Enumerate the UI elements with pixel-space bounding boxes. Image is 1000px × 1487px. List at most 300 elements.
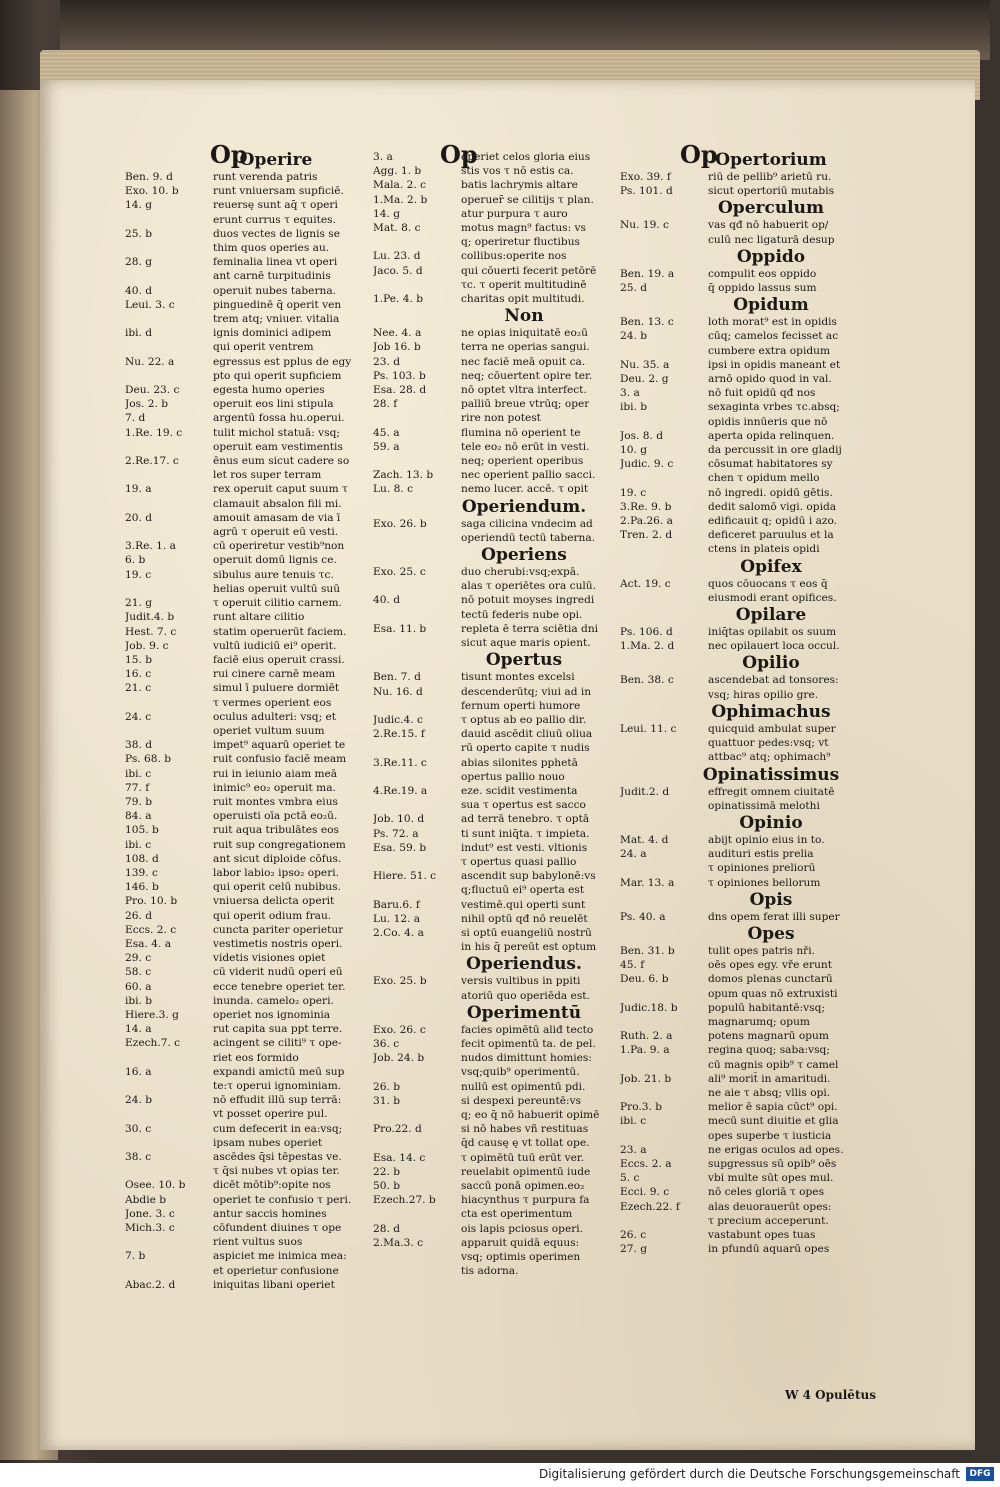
document-page [40,80,975,1450]
concordance-entry [620,400,882,414]
entry-text: impet⁹ aquarū operiet te [213,739,346,752]
entry-text: pinguedinē q̄ operit ven [213,298,342,311]
entry-text: sua τ opertus est sacco [461,799,586,812]
entry-text: τc. τ operit multitudinē [461,278,587,291]
entry-reference: 1.Ma. 2. d [620,640,675,653]
entry-text: riet eos formido [213,1051,299,1064]
concordance-entry [373,411,635,425]
entry-reference [125,696,213,710]
entry-text: et operietur confusione [213,1264,339,1277]
concordance-entry [125,1036,387,1050]
entry-text: nō celes gloriā τ opes [708,1186,825,1199]
headword: Opertorium [715,150,827,170]
concordance-entry [125,326,387,340]
entry-reference: Ruth. 2. a [620,1030,673,1043]
entry-reference: Ezech.7. c [125,1037,181,1050]
concordance-entry [373,593,635,607]
entry-reference: Exo. 26. c [373,1023,426,1036]
concordance-entry [125,752,387,766]
concordance-entry [373,579,635,593]
entry-text: operuit eos lini stipula [213,398,334,411]
concordance-entry [620,358,882,372]
entry-reference: Hest. 7. c [125,625,177,638]
entry-reference: Ps. 106. d [620,626,673,639]
concordance-entry [373,1179,635,1193]
entry-text: vt posset operire pul. [213,1108,328,1121]
entry-reference: 19. c [620,486,647,499]
entry-text: ruit sup congregationem [213,838,346,851]
concordance-entry [620,514,882,528]
entry-reference: Job. 21. b [620,1072,672,1085]
concordance-entry [373,278,635,292]
entry-reference: Exo. 25. b [373,975,427,988]
concordance-entry [125,653,387,667]
entry-reference: 24. a [620,848,647,861]
entry-text: fecit opimentū ta. de pel. [461,1037,596,1050]
entry-reference: ibi. b [125,994,153,1007]
concordance-entry [125,411,387,425]
concordance-entry [373,1080,635,1094]
entry-text: arnō opido quod in val. [708,373,832,386]
concordance-entry [125,213,387,227]
concordance-entry [620,415,882,429]
entry-text: ruit confusio faciē meam [213,753,347,766]
entry-reference: 28. f [373,398,398,411]
entry-reference: 14. g [125,199,152,212]
concordance-entry [373,699,635,713]
entry-reference [125,468,213,482]
entry-reference: 3.Re.11. c [373,756,427,769]
concordance-entry [125,738,387,752]
entry-reference: Ben. 19. a [620,267,675,280]
column-right [620,150,882,1256]
concordance-entry [125,1122,387,1136]
entry-reference: Nu. 35. a [620,358,670,371]
entry-reference: 31. b [373,1094,400,1107]
entry-reference [125,340,213,354]
entry-text: oculus adulteri: vsq; et [213,710,337,723]
entry-reference: 36. c [373,1037,400,1050]
entry-reference: Exo. 25. c [373,566,426,579]
concordance-entry [125,667,387,681]
concordance-entry [620,958,882,972]
entry-reference: 14. a [125,1023,152,1036]
entry-reference: 2.Re.17. c [125,455,179,468]
concordance-entry [125,468,387,482]
concordance-entry [373,565,635,579]
entry-text: vbi multe sūt opes mul. [708,1172,834,1185]
entry-reference [373,1065,461,1079]
entry-text: argentū fossa hu.operui. [213,412,345,425]
entry-text: ruit montes vmbra eius [213,795,338,808]
concordance-entry [125,625,387,639]
entry-reference: 4.Re.19. a [373,784,428,797]
entry-reference [125,582,213,596]
concordance-entry [620,372,882,386]
entry-reference: Ben. 7. d [373,671,421,684]
entry-reference: 2.Co. 4. a [373,926,424,939]
concordance-entry [620,443,882,457]
entry-text: inimic⁹ eo₂ operuit ma. [213,781,336,794]
entry-text: tisunt montes excelsi [461,671,575,684]
headword: Operiendum. [461,496,587,517]
entry-text: flumina nō operient te [461,426,581,439]
concordance-entry [125,880,387,894]
concordance-entry [620,577,882,591]
entry-reference: 26. b [373,1080,400,1093]
headword: Opertus [485,650,563,671]
entry-text: iniq̄tas opilabit os suum [708,626,837,639]
entry-text: hiacynthus τ purpura fa [461,1194,590,1207]
concordance-entry [373,1250,635,1264]
concordance-entry [373,940,635,954]
entry-reference [373,989,461,1003]
entry-reference: 58. c [125,966,152,979]
concordance-entry [125,582,387,596]
entry-reference: 21. c [125,682,152,695]
entry-reference: 19. c [125,568,152,581]
concordance-entry [620,1143,882,1157]
entry-text: attbac⁹ atq; ophimach⁹ [708,751,831,764]
concordance-entry [620,1029,882,1043]
concordance-entry [125,866,387,880]
entry-text: qui operit ventrem [213,341,314,354]
entry-reference: Abdie b [125,1193,167,1206]
entry-text: fernum operti humore [461,699,581,712]
concordance-entry [620,457,882,471]
entry-reference: Ps. 103. b [373,369,426,382]
entry-reference [620,542,708,556]
entry-text: neq; cōuertent opire ter. [461,369,593,382]
signature-mark: W 4 Opulētus [785,1388,876,1402]
entry-text: rire non potest [461,412,541,425]
concordance-entry [125,1065,387,1079]
entry-reference: Jone. 3. c [125,1207,175,1220]
entry-text: nō potuit moyses ingredi [461,594,595,607]
entry-text: vsq;quib⁹ operimentū. [461,1066,580,1079]
concordance-entry [620,910,882,924]
entry-reference: 21. g [125,597,152,610]
entry-text: rui in ieiunio aiam meā [213,767,338,780]
concordance-entry [373,221,635,235]
entry-text: τ opiniones preliorū [708,862,816,875]
concordance-entry [373,1051,635,1065]
entry-reference: Ps. 40. a [620,910,666,923]
concordance-entry [373,670,635,684]
concordance-entry [373,812,635,826]
entry-reference: Jaco. 5. d [373,264,423,277]
concordance-entry [373,841,635,855]
entry-text: trem atq; vniuer. vitalia [213,313,340,326]
concordance-entry [125,838,387,852]
entry-text: τ q̄si nubes vt opias ter. [213,1165,340,1178]
concordance-entry [125,525,387,539]
concordance-entry [373,397,635,411]
headword: Opinatissimus [702,764,840,785]
concordance-entry [620,1086,882,1100]
concordance-entry [125,1107,387,1121]
entry-text: τ opertus quasi pallio [461,855,577,868]
concordance-entry [125,994,387,1008]
entry-reference [373,1136,461,1150]
entry-reference: 28. g [125,256,152,269]
entry-reference: 2.Re.15. f [373,728,425,741]
entry-text: ascēdes q̄si tēpestas ve. [213,1151,342,1164]
concordance-entry [620,876,882,890]
entry-text: ne aie τ absq; vllis opi. [708,1086,831,1099]
entry-text: opum quas nō extruxisti [708,987,838,1000]
entry-reference: Deu. 2. g [620,373,669,386]
concordance-entry [620,1200,882,1214]
footer-bar [0,1463,1000,1487]
entry-reference: Esa. 11. b [373,622,427,635]
concordance-entry [620,233,882,247]
concordance-entry [373,770,635,784]
concordance-entry [125,1051,387,1065]
concordance-entry [125,269,387,283]
entry-reference: Judic.18. b [620,1001,678,1014]
entry-reference: 23. d [373,355,400,368]
entry-text: let ros super terram [213,469,322,482]
concordance-entry [125,369,387,383]
entry-text: saccū ponā opimen.eo₂ [461,1180,585,1192]
entry-reference: 30. c [125,1122,152,1135]
entry-reference [125,1264,213,1278]
concordance-entry [620,315,882,329]
entry-reference: Ps. 72. a [373,827,419,840]
entry-text: versis vultibus in ppiti [461,975,581,988]
entry-text: τ optus ab eo pallio dir. [461,713,587,726]
concordance-entry [125,482,387,496]
concordance-entry [373,326,635,340]
entry-reference: 26. c [620,1228,647,1241]
entry-text: neq; operient operibus [461,455,584,468]
entry-text: q;fluctuū ei⁹ operta est [461,884,585,897]
concordance-entry [620,722,882,736]
entry-reference: 50. b [373,1180,400,1192]
entry-text: q̄ oppido lassus sum [708,282,817,295]
entry-reference [125,1164,213,1178]
concordance-entry [620,281,882,295]
entry-text: operuit eam vestimentis [213,440,343,453]
entry-reference: Hiere. 51. c [373,870,437,883]
entry-text: operuer̄ se cilitijs τ plan. [461,193,594,206]
concordance-entry [620,1001,882,1015]
entry-text: cōsumat habitatores sy [708,458,833,471]
entry-text: indut⁹ est vesti. vltionis [461,841,588,854]
entry-reference: Agg. 1. b [373,165,422,178]
entry-text: qui cōuerti fecerit petōrē [461,264,597,277]
concordance-entry [620,861,882,875]
entry-text: abijt opinio eius in to. [708,833,825,846]
entry-text: nō optet vltra interfect. [461,384,587,397]
concordance-entry [125,696,387,710]
entry-text: dns opem ferat illi super [708,910,840,923]
concordance-entry [125,227,387,241]
entry-reference: Ben. 13. c [620,316,674,329]
concordance-entry [373,926,635,940]
entry-reference [373,1207,461,1221]
concordance-entry [373,784,635,798]
entry-reference: 3.Re. 1. a [125,540,176,553]
entry-text: vsq; optimis operimen [461,1251,581,1264]
concordance-entry [620,1015,882,1029]
entry-reference [620,233,708,247]
entry-text: feminalia linea vt operi [213,256,338,269]
entry-text: vniuersa delicta operit [213,895,335,908]
entry-text: vestimetis nostris operi. [213,937,343,950]
entry-text: nec opilauert loca occul. [708,640,840,653]
entry-text: atur purpura τ auro [461,207,568,220]
headword: Operiendus. [466,954,582,975]
entry-reference: 2.Ma.3. c [373,1236,424,1249]
concordance-entry [620,750,882,764]
concordance-entry [620,1129,882,1143]
entry-text: antur saccis homines [213,1207,327,1220]
entry-reference: 29. c [125,952,152,965]
entry-reference: Jos. 8. d [620,429,664,442]
entry-reference: ibi. c [125,838,152,851]
entry-text: ecce tenebre operiet ter. [213,980,346,993]
entry-text: duo cherubi:vsq;expā. [461,566,580,579]
entry-text: τ opimētū tuū erūt ver. [461,1151,585,1164]
concordance-entry [373,178,635,192]
concordance-entry [373,1165,635,1179]
entry-text: q; eo q̄ nō habuerit opimē [461,1108,600,1121]
concordance-entry [125,1264,387,1278]
entry-text: deficeret paruulus et la [708,529,834,542]
entry-text: cumbere extra opidum [708,344,830,357]
entry-text: rient vultus suos [213,1236,303,1249]
entry-reference [125,241,213,255]
entry-reference [125,724,213,738]
concordance-entry [620,833,882,847]
entry-text: ant carnē turpitudinis [213,270,331,283]
entry-text: ad terrā tenebro. τ optā [461,813,590,826]
concordance-entry [373,355,635,369]
entry-reference [373,454,461,468]
entry-reference: 25. b [125,227,152,240]
entry-reference [620,1086,708,1100]
entry-text: collibus:operite nos [461,250,567,263]
concordance-entry [125,951,387,965]
concordance-entry [373,531,635,545]
entry-text: si despexi pereuntē:vs [461,1094,582,1107]
concordance-entry [125,497,387,511]
entry-reference: 16. a [125,1065,152,1078]
concordance-entry [373,974,635,988]
entry-text: vas qđ nō habuerit op/ [708,219,829,232]
headword: Opifex [740,556,802,577]
entry-reference: 10. g [620,444,647,457]
entry-text: cū viderit nudū operi eū [213,966,343,979]
entry-text: batis lachrymis altare [461,179,578,192]
entry-text: aperta opida relinquen. [708,429,835,442]
entry-text: opidis innūeris que nō [708,415,828,428]
entry-text: alas deuorauerūt opes: [708,1200,832,1213]
entry-text: nudos dimittunt homies: [461,1052,592,1065]
concordance-entry [125,553,387,567]
entry-text: τ opiniones bellorum [708,876,821,889]
entry-reference: 20. d [125,511,152,524]
entry-text: operiet celos gloria eius [461,151,591,163]
entry-reference: 40. d [125,284,152,297]
concordance-entry [373,1236,635,1250]
concordance-entry [125,241,387,255]
concordance-entry [373,249,635,263]
entry-reference: ibi. b [620,401,648,414]
entry-text: cū operiretur vestib⁹non [213,540,345,553]
entry-text: eze. scidit vestimenta [461,784,578,797]
concordance-entry [125,184,387,198]
entry-text: labor labio₂ ipso₂ operi. [213,866,340,879]
entry-reference: Ben. 38. c [620,674,674,687]
entry-text: rū operto capite τ nudis [461,742,590,755]
entry-reference [125,1235,213,1249]
concordance-entry [373,235,635,249]
concordance-entry [620,267,882,281]
entry-text: cū magnis opib⁹ τ camel [708,1058,839,1071]
entry-reference [125,1051,213,1065]
entry-reference [125,213,213,227]
entry-text: dedit salomō vigi. opida [708,500,837,513]
entry-reference [125,1107,213,1121]
entry-reference: Act. 19. c [620,577,671,590]
concordance-entry [620,639,882,653]
concordance-entry [620,736,882,750]
entry-reference: 139. c [125,866,158,879]
entry-reference [620,736,708,750]
entry-text: ignis dominici adipem [213,327,332,340]
entry-text: sibulus aure tenuis τc. [213,568,334,581]
entry-reference: 24. b [620,330,647,343]
entry-reference: 3. a [620,387,640,400]
column-left [125,150,387,1292]
entry-text: nec operient pallio sacci. [461,469,596,482]
entry-reference: Jos. 2. b [125,398,169,411]
entry-reference [373,608,461,622]
entry-reference [125,1136,213,1150]
concordance-entry [620,528,882,542]
entry-text: ne opias iniquitatē eo₂ū [461,327,588,340]
entry-reference: 146. b [125,881,159,894]
entry-reference: Esa. 4. a [125,937,172,950]
entry-reference: 38. c [125,1151,152,1164]
entry-reference [125,440,213,454]
entry-text: si optū euangeliū nostrū [461,926,592,939]
entry-reference: Lu. 8. c [373,483,414,496]
entry-reference: 2.Pa.26. a [620,515,673,528]
entry-reference: 7. d [125,412,146,425]
entry-text: egressus est pplus de egy [213,355,352,368]
entry-reference: Job. 10. d [373,813,425,826]
concordance-entry [125,298,387,312]
entry-text: alas τ operiētes ora culū. [461,580,596,593]
entry-reference: 105. b [125,824,159,837]
entry-reference: Deu. 6. b [620,973,669,986]
concordance-entry [373,1108,635,1122]
entry-text: simul ī puluere dormiēt [213,682,340,695]
entry-text: atoriū quo operiēda est. [461,989,590,1002]
entry-text: populū habitantē:vsq; [708,1001,825,1014]
entry-reference [373,798,461,812]
entry-reference [373,699,461,713]
entry-reference: ibi. c [620,1115,647,1128]
entry-text: da percussit in ore gladij [708,444,842,457]
entry-reference: 19. a [125,483,152,496]
concordance-entry [373,883,635,897]
entry-reference: Pro. 10. b [125,895,178,908]
